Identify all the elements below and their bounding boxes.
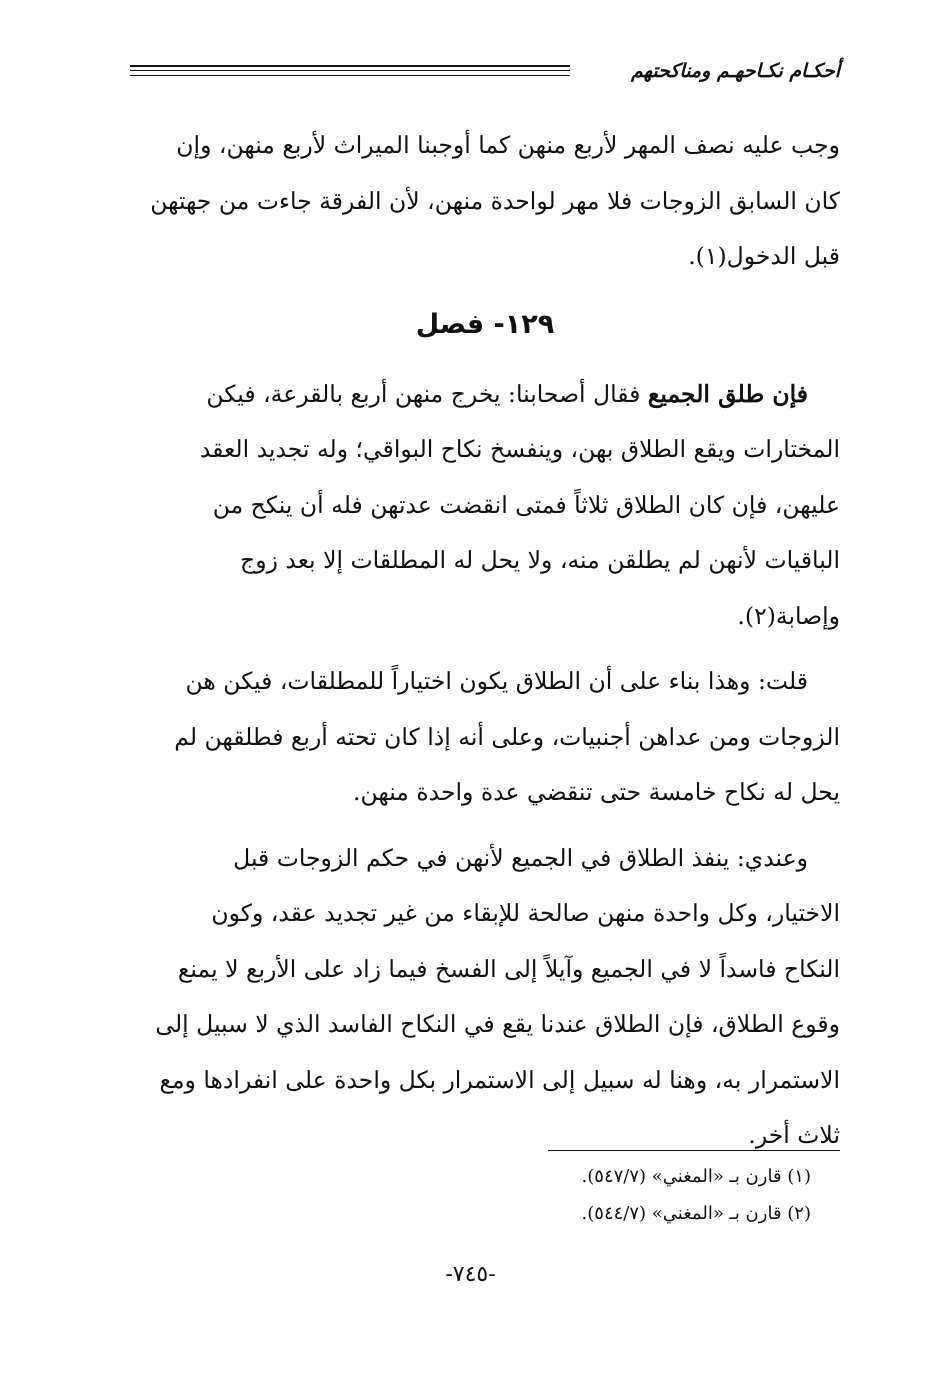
page-body [130,118,840,1174]
paragraph-lead-phrase: فإن طلق الجميع [647,379,808,408]
paragraph-text: فقال أصحابنا: يخرج منهن أربع بالقرعة، فيكن المختارات ويقع الطلاق بهن، وينفسخ نكاح البواقي؛ وله تجديد العقد عليهن، فإن كان الطلاق ثلاثاً فمتى انقضت عدتهن فله أن ينكح من الباقيات لأنهن لم يطلقن منه، ولا يحل له المطلقات إلا بعد زوج وإصابة(٢). [199,379,840,630]
footnotes [582,1158,811,1232]
paragraph-comment: قلت: وهذا بناء على أن الطلاق يكون اختياراً للمطلقات، فيكن هن الزوجات ومن عداهن أجنبيات، وعلى أنه إذا كان تحته أربع فطلقهن لم يحل له نكاح خامسة حتى تنقضي عدة واحدة منهن. [174,667,840,806]
paragraph-ruling [130,367,840,645]
page-number: -٧٤٥- [445,1262,496,1287]
running-header [130,58,840,88]
header-rule [130,75,570,76]
footnote-1: (١) قارن بـ «المغني» (٥٤٧/٧). [581,1166,811,1187]
paragraph-continuation: وجب عليه نصف المهر لأربع منهن كما أوجبنا الميراث لأربع منهن، وإن كان السابق الزوجات فلا مهر لواحدة منهن، لأن الفرقة جاءت من جهتهن قبل الدخول(١). [150,131,840,270]
header-rule [130,70,570,71]
footnote-separator [548,1150,840,1151]
footnote-2: (٢) قارن بـ «المغني» (٥٤٤/٧). [581,1203,811,1224]
section-heading: ١٢٩- فصل [415,308,555,340]
paragraph-opinion: وعندي: ينفذ الطلاق في الجميع لأنهن في حكم الزوجات قبل الاختيار، وكل واحدة منهن صالحة للإبقاء من غير تجديد عقد، وكون النكاح فاسداً لا في الجميع وآيلاً إلى الفسخ فيما زاد على الأربع لا يمنع وقوع الطلاق، فإن الطلاق عندنا يقع في النكاح الفاسد الذي لا سبيل إلى الاستمرار به، وهنا له سبيل إلى الاستمرار بكل واحدة على انفرادها ومع ثلاث أخر. [155,843,840,1149]
running-header-title: أحكـام نكـاحهـم ومناكحتهم [630,60,840,82]
header-rule [130,65,570,67]
